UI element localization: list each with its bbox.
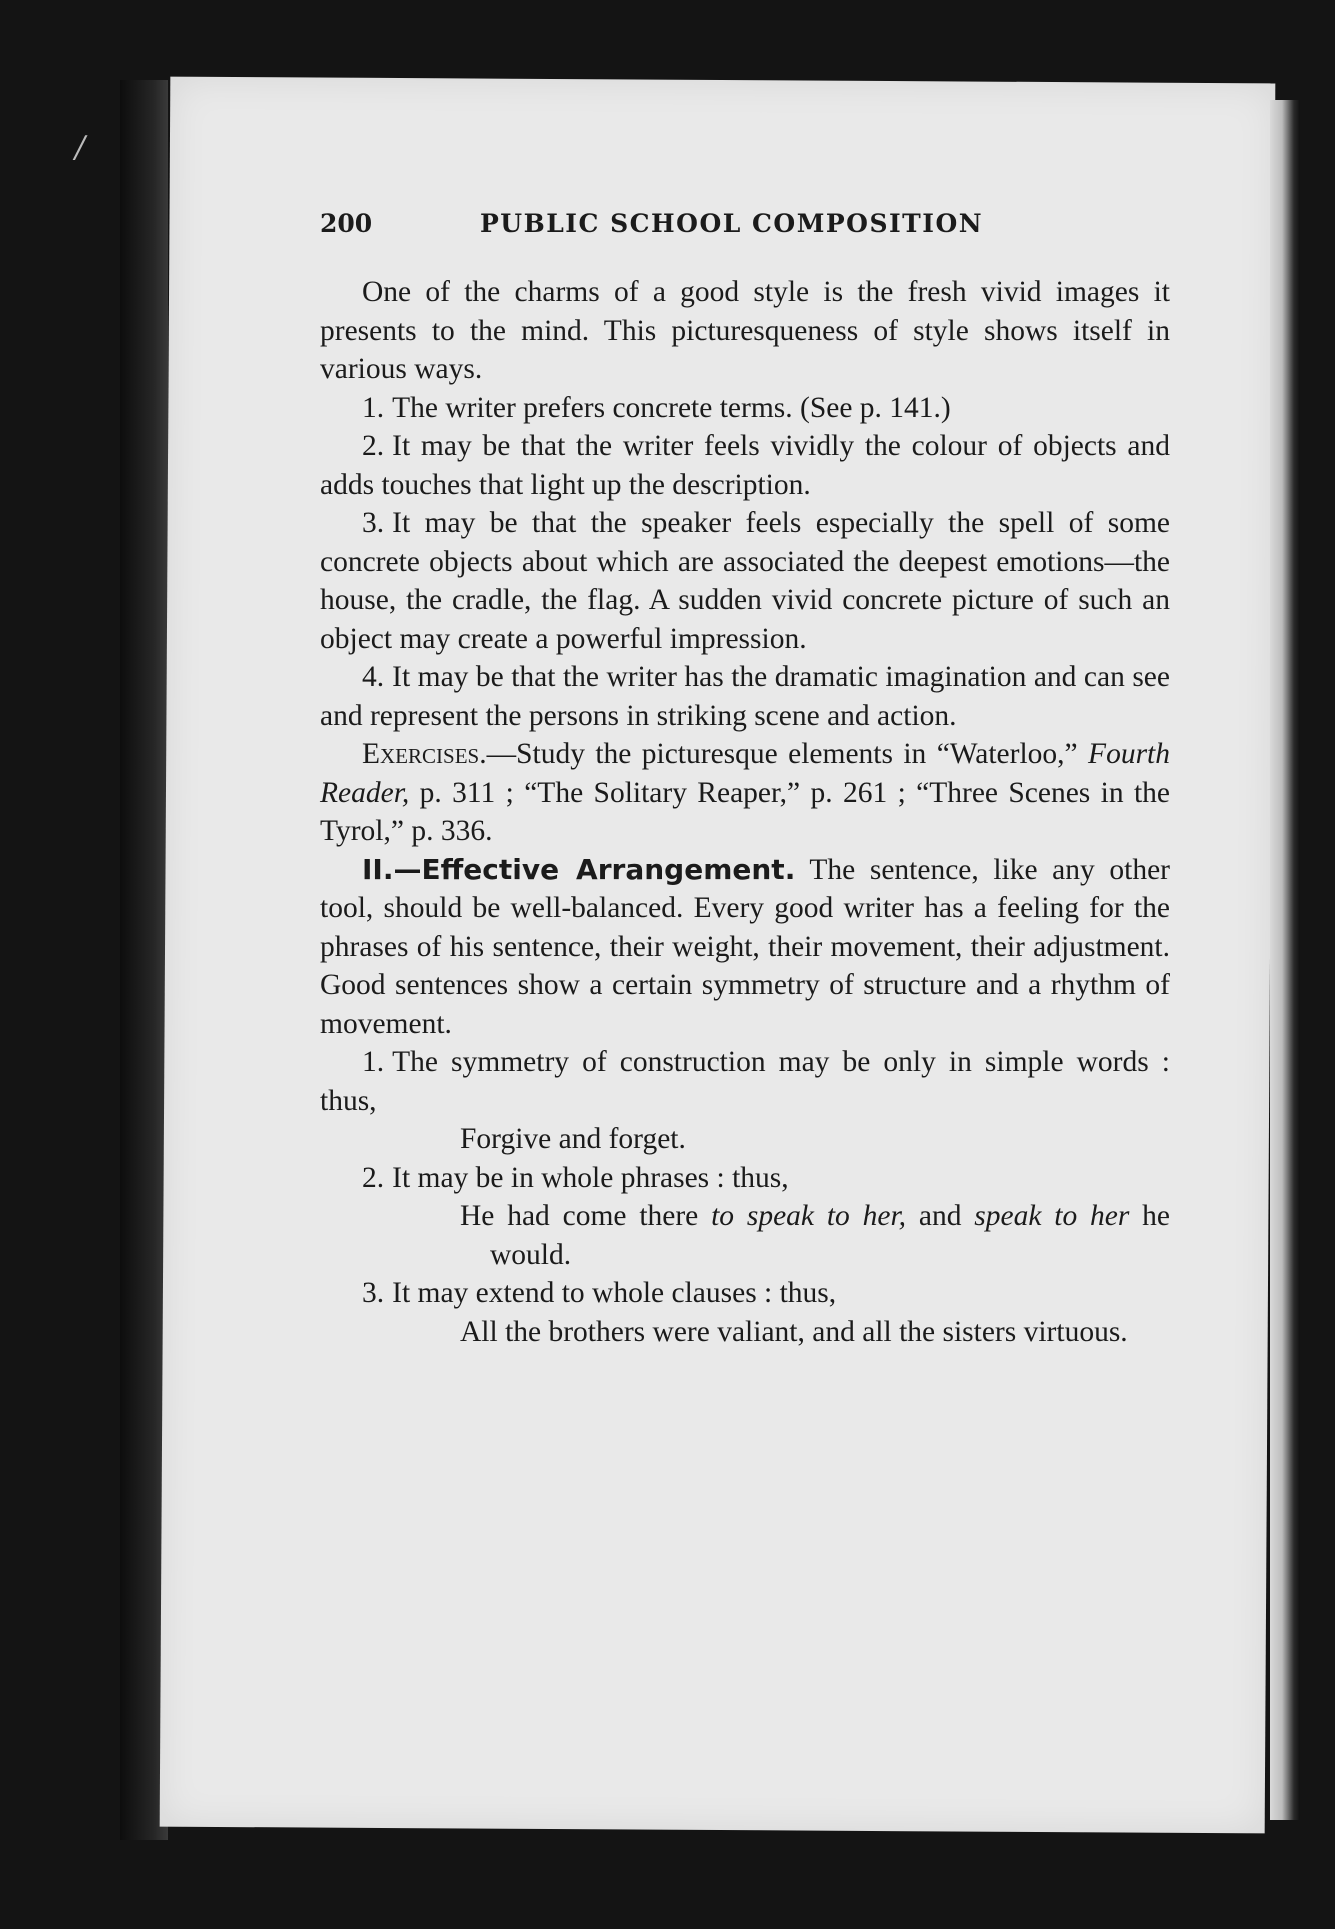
page-number: 200 [320, 209, 373, 238]
symmetry-item-3 [320, 1274, 1170, 1313]
list-text: The symmetry of construction may be only in simple words : thus, [320, 1046, 1170, 1117]
running-head: PUBLIC SCHOOL COMPOSITION [480, 209, 984, 238]
list-text: The writer prefers concrete terms. (See p. 141.) [392, 391, 951, 424]
list-text: It may extend to whole clauses : thus, [392, 1277, 837, 1309]
example-text: and [906, 1200, 975, 1232]
example-text: he would. [490, 1200, 1171, 1271]
list-number: 3. [362, 507, 385, 539]
exercises-label: Exercises. [362, 738, 487, 770]
list-item-3 [320, 504, 1170, 658]
example-quote-3: All the brothers were valiant, and all the sisters virtuous. [460, 1315, 1128, 1348]
example-quote-1: Forgive and forget. [460, 1123, 686, 1155]
page-header [320, 205, 1170, 253]
exercises-text: —Study the picturesque elements in “Waterloo,” [486, 738, 1089, 770]
list-item-4 [320, 658, 1170, 735]
example-quote-2 [320, 1197, 1170, 1274]
list-text: It may be in whole phrases : thus, [392, 1161, 789, 1194]
list-text: It may be that the speaker feels especially the spell of some concrete objects about which are associated the deepest emotions—the house, the cradle, the flag. A sudden vivid concrete picture of such an object may create a powerful impression. [320, 507, 1170, 655]
paragraph-intro: One of the charms of a good style is the fresh vivid images it presents to the mind. This picturesqueness of style shows itself in various ways. [320, 276, 1170, 385]
example-italic: speak to her [974, 1200, 1130, 1232]
symmetry-item-2 [320, 1159, 1170, 1198]
exercises-paragraph [320, 735, 1170, 851]
page-content [320, 205, 1170, 1351]
section-text: The sentence, like any other tool, should be well-balanced. Every good writer has a feeling for the phrases of his sentence, their weight, their movement, their adjustment. Good sentences show a certain symmetry of structure and a rhythm of movement. [320, 853, 1170, 1040]
list-text: It may be that the writer has the dramatic imagination and can see and represent the persons in striking scene and action. [320, 661, 1170, 732]
section-heading: II.—Effective Arrangement. [362, 852, 796, 886]
example-text: He had come there [460, 1200, 712, 1232]
list-number: 3. [362, 1277, 385, 1309]
list-number: 2. [362, 430, 385, 462]
scan-mark: / [75, 130, 86, 165]
symmetry-item-1 [320, 1043, 1170, 1120]
section-paragraph [320, 851, 1170, 1044]
list-number: 4. [362, 661, 385, 693]
exercises-text: p. 311 ; “The Solitary Reaper,” p. 261 ; “Three Scenes in the Tyrol,” p. 336. [320, 776, 1170, 847]
list-number: 2. [362, 1161, 385, 1194]
list-number: 1. [362, 1046, 385, 1078]
exercises-italic: Fourth Reader, [320, 738, 1170, 809]
list-item-1 [320, 389, 1170, 428]
list-item-2 [320, 427, 1170, 504]
page-edge [1270, 100, 1300, 1820]
example-italic: to speak to her, [711, 1200, 907, 1232]
list-number: 1. [362, 391, 385, 424]
list-text: It may be that the writer feels vividly the colour of objects and adds touches that light up the description. [320, 430, 1170, 501]
